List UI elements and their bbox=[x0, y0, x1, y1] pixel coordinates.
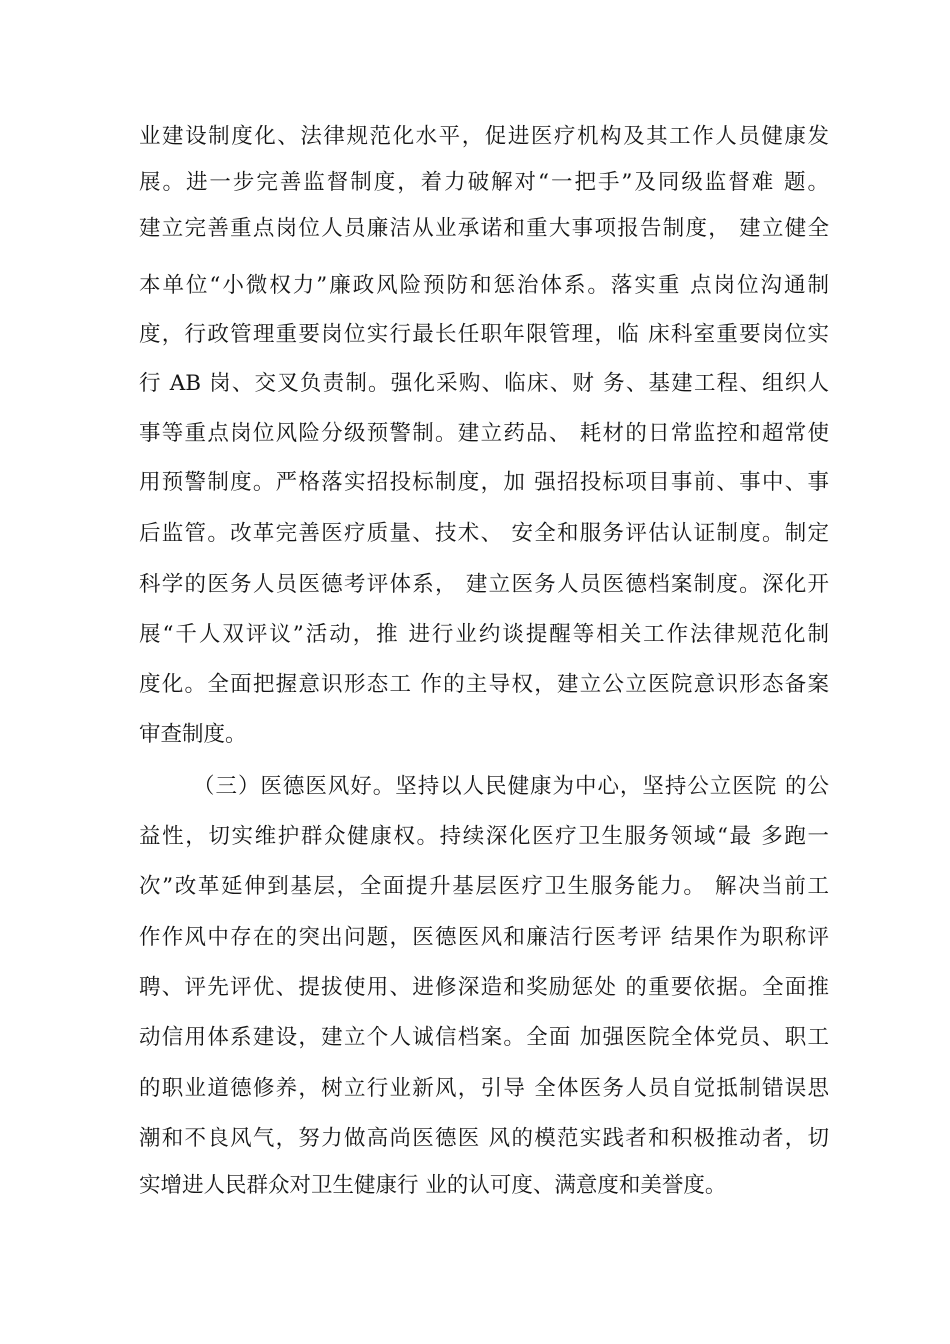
text-line: 业建设制度化、法律规范化水平，促进医疗机构及其工作人员健康发 bbox=[139, 124, 829, 149]
text-line: 的职业道德修养，树立行业新风，引导 全体医务人员自觉抵制错误思 bbox=[139, 1076, 829, 1101]
text-line: 建立完善重点岗位人员廉洁从业承诺和重大事项报告制度， 建立健全 bbox=[139, 216, 829, 241]
text-line: 科学的医务人员医德考评体系， 建立医务人员医德档案制度。深化开 bbox=[139, 572, 829, 597]
text-line: 用预警制度。严格落实招投标制度，加 强招投标项目事前、事中、事 bbox=[139, 470, 829, 495]
text-line: 实增进人民群众对卫生健康行 业的认可度、满意度和美誉度。 bbox=[139, 1173, 727, 1198]
text-line: 行 AB 岗、交叉负责制。强化采购、临床、财 务、基建工程、组织人 bbox=[139, 371, 829, 396]
text-line: 审查制度。 bbox=[139, 722, 247, 747]
text-line: 潮和不良风气，努力做高尚医德医 风的模范实践者和积极推动者，切 bbox=[139, 1126, 829, 1151]
text-line: 动信用体系建设，建立个人诚信档案。全面 加强医院全体党员、职工 bbox=[139, 1025, 829, 1050]
text-line: 聘、评先评优、提拔使用、进修深造和奖励惩处 的重要依据。全面推 bbox=[139, 975, 829, 1000]
text-line: 度化。全面把握意识形态工 作的主导权，建立公立医院意识形态备案 bbox=[139, 672, 829, 697]
text-line: 后监管。改革完善医疗质量、技术、 安全和服务评估认证制度。制定 bbox=[139, 521, 829, 546]
text-line: 作作风中存在的突出问题，医德医风和廉洁行医考评 结果作为职称评 bbox=[139, 925, 829, 950]
text-line: 本单位“小微权力”廉政风险预防和惩治体系。落实重 点岗位沟通制 bbox=[139, 273, 829, 298]
text-line: 益性，切实维护群众健康权。持续深化医疗卫生服务领域“最 多跑一 bbox=[139, 824, 829, 849]
text-line: 事等重点岗位风险分级预警制。建立药品、 耗材的日常监控和超常使 bbox=[139, 421, 829, 446]
text-line: 展。进一步完善监督制度，着力破解对“一把手”及同级监督难 题。 bbox=[139, 170, 829, 195]
text-line: 展“千人双评议”活动，推 进行业约谈提醒等相关工作法律规范化制 bbox=[139, 622, 829, 647]
text-line: 度，行政管理重要岗位实行最长任职年限管理，临 床科室重要岗位实 bbox=[139, 322, 829, 347]
text-line: （三）医德医风好。坚持以人民健康为中心，坚持公立医院 的公 bbox=[193, 774, 829, 799]
text-line: 次”改革延伸到基层，全面提升基层医疗卫生服务能力。 解决当前工 bbox=[139, 874, 829, 899]
